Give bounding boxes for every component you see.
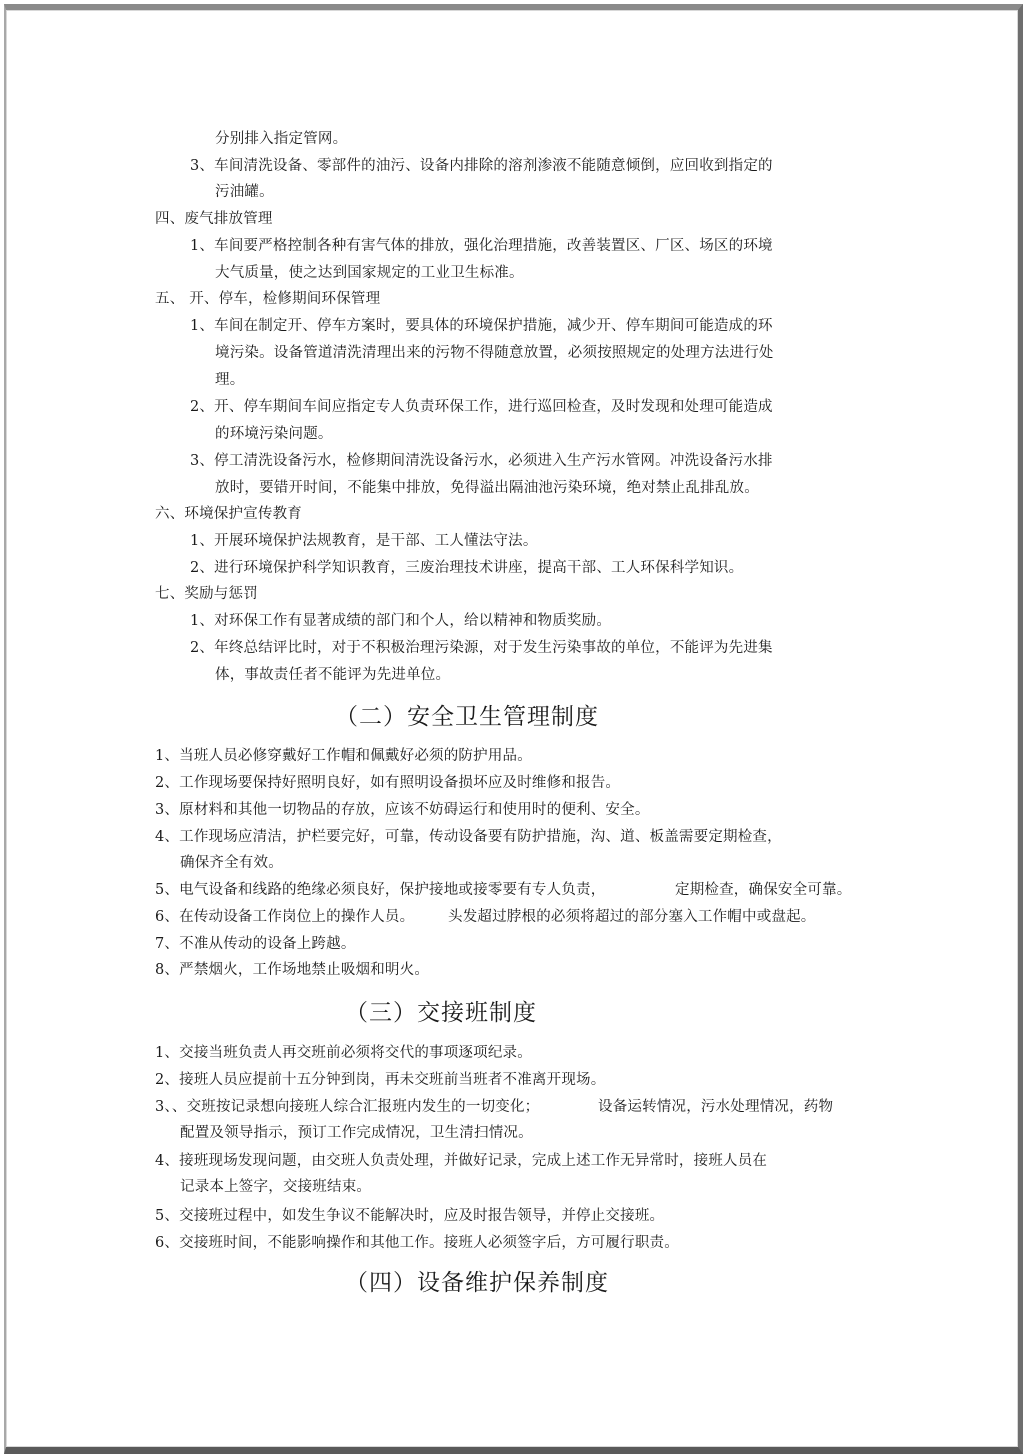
env-subheading: 七、奖励与惩罚: [155, 586, 258, 602]
env-line: 2、开、停车期间车间应指定专人负责环保工作，进行巡回检查，及时发现和处理可能造成: [190, 399, 773, 415]
env-line: 分别排入指定管网。: [215, 131, 348, 147]
safety-line: 7、不准从传动的设备上跨越。: [155, 936, 356, 952]
env-subheading: 四、废气排放管理: [155, 211, 273, 227]
shift-line: 3、、交班按记录想向接班人综合汇报班内发生的一切变化；: [155, 1099, 540, 1115]
env-line: 3、车间清洗设备、零部件的油污、设备内排除的溶剂渗液不能随意倾倒，应回收到指定的: [190, 158, 773, 174]
shift-line: 1、交接当班负责人再交班前必须将交代的事项逐项纪录。: [155, 1045, 532, 1061]
safety-line: 8、严禁烟火，工作场地禁止吸烟和明火。: [155, 962, 430, 978]
safety-line: 定期检查，确保安全可靠。: [675, 882, 852, 898]
env-line: 1、车间在制定开、停车方案时，要具体的环境保护措施，减少开、停车期间可能造成的环: [190, 318, 773, 334]
section-title: （二）安全卫生管理制度: [335, 704, 599, 730]
safety-line: 1、当班人员必修穿戴好工作帽和佩戴好必须的防护用品。: [155, 748, 532, 764]
env-line: 2、年终总结评比时，对于不积极治理污染源，对于发生污染事故的单位，不能评为先进集: [190, 640, 773, 656]
env-line: 理。: [215, 372, 245, 388]
shift-line: 6、交接班时间，不能影响操作和其他工作。接班人必须签字后，方可履行职责。: [155, 1235, 679, 1251]
shift-line: 2、接班人员应提前十五分钟到岗，再未交班前当班者不准离开现场。: [155, 1072, 606, 1088]
env-subheading: 六、环境保护宣传教育: [155, 506, 302, 522]
env-line: 3、停工清洗设备污水，检修期间清洗设备污水，必须进入生产污水管网。冲洗设备污水排: [190, 453, 773, 469]
env-subheading: 五、 开、停车，检修期间环保管理: [155, 291, 381, 307]
safety-line: 3、原材料和其他一切物品的存放，应该不妨碍运行和使用时的便利、安全。: [155, 802, 650, 818]
shift-line: 配置及领导指示，预订工作完成情况，卫生清扫情况。: [180, 1125, 533, 1141]
env-line: 大气质量，使之达到国家规定的工业卫生标准。: [215, 265, 524, 281]
shift-line: 4、接班现场发现问题，由交班人负责处理，并做好记录，完成上述工作无异常时，接班人员在: [155, 1153, 768, 1169]
section-title: （三）交接班制度: [345, 1000, 537, 1026]
safety-line: 5、电气设备和线路的绝缘必须良好，保护接地或接零要有专人负责，: [155, 882, 606, 898]
env-line: 2、进行环境保护科学知识教育，三废治理技术讲座，提高干部、工人环保科学知识。: [190, 560, 744, 576]
safety-line: 头发超过脖根的必须将超过的部分塞入工作帽中或盘起。: [448, 909, 816, 925]
shift-line: 5、交接班过程中，如发生争议不能解决时，应及时报告领导，并停止交接班。: [155, 1208, 665, 1224]
shift-line: 设备运转情况，污水处理情况，药物: [598, 1099, 834, 1115]
shift-line: 记录本上签字，交接班结束。: [180, 1179, 372, 1195]
env-line: 的环境污染问题。: [215, 426, 333, 442]
safety-line: 4、工作现场应清洁，护栏要完好，可靠，传动设备要有防护措施，沟、道、板盖需要定期检查，: [155, 829, 782, 845]
safety-line: 2、工作现场要保持好照明良好，如有照明设备损坏应及时维修和报告。: [155, 775, 621, 791]
section-title: （四）设备维护保养制度: [345, 1270, 609, 1296]
safety-line: 确保齐全有效。: [180, 855, 283, 871]
env-line: 1、车间要严格控制各种有害气体的排放，强化治理措施，改善装置区、厂区、场区的环境: [190, 238, 773, 254]
env-line: 境污染。设备管道清洗清理出来的污物不得随意放置，必须按照规定的处理方法进行处: [215, 345, 774, 361]
env-line: 污油罐。: [215, 184, 274, 200]
env-line: 体，事故责任者不能评为先进单位。: [215, 667, 451, 683]
env-line: 放时，要错开时间，不能集中排放，免得溢出隔油池污染环境，绝对禁止乱排乱放。: [215, 480, 759, 496]
env-line: 1、开展环境保护法规教育，是干部、工人懂法守法。: [190, 533, 538, 549]
safety-line: 6、在传动设备工作岗位上的操作人员。: [155, 909, 415, 925]
env-line: 1、对环保工作有显著成绩的部门和个人，给以精神和物质奖励。: [190, 613, 612, 629]
